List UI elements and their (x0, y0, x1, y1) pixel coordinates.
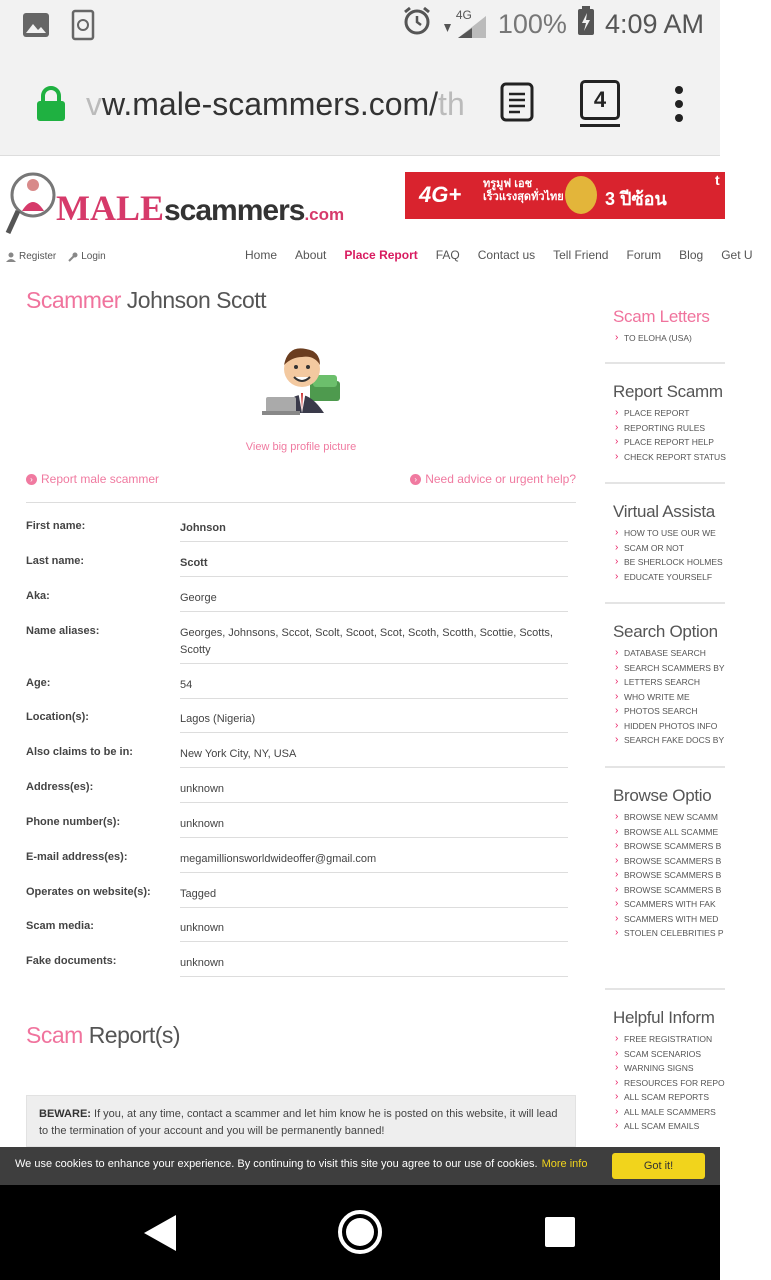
battery-percent: 100% (497, 9, 567, 39)
home-icon[interactable] (337, 1209, 383, 1260)
recent-apps-icon[interactable] (545, 1217, 575, 1252)
sidebar-link[interactable]: › TO ELOHA (USA) (615, 331, 725, 346)
sidebar-heading: Search Option (613, 622, 718, 641)
signal-icon (442, 7, 488, 40)
view-big-picture-link[interactable]: View big profile picture (245, 441, 357, 453)
award-medal-icon (565, 176, 597, 214)
cookie-accept-button[interactable]: Got it! (612, 1153, 705, 1179)
field-value: unknown (180, 955, 568, 977)
scam-reports-heading: Scam Report(s) (26, 1022, 181, 1048)
field-row (26, 920, 576, 955)
top-navigation (0, 243, 753, 273)
menu-tell-friend[interactable]: Tell Friend (553, 248, 609, 262)
field-label: Location(s): (26, 711, 89, 723)
logo-male-text: MALE (56, 188, 164, 228)
sidebar-heading: Helpful Inform (613, 1008, 715, 1027)
field-value: Scott (180, 555, 568, 577)
clock: 4:09 AM (604, 9, 704, 39)
logo-scammers-text: scammers (164, 194, 305, 227)
field-value: Lagos (Nigeria) (180, 711, 568, 733)
alarm-icon (402, 6, 432, 43)
overflow-menu-icon[interactable] (674, 86, 684, 127)
field-row (26, 746, 576, 781)
field-value: unknown (180, 781, 568, 803)
field-label: Age: (26, 677, 51, 689)
sidebar-link[interactable]: › RESOURCES FOR REPO (615, 1076, 725, 1091)
sidebar-link[interactable]: › HOW TO USE OUR WE (615, 526, 725, 541)
sidebar-link[interactable]: › STOLEN CELEBRITIES P (615, 926, 725, 941)
field-row (26, 886, 576, 920)
register-link[interactable]: Register (6, 251, 56, 262)
field-value: megamillionsworldwideoffer@gmail.com (180, 851, 568, 873)
sidebar-search-options (605, 604, 725, 768)
field-row (26, 590, 576, 625)
field-label: Aka: (26, 590, 50, 602)
menu-forum[interactable]: Forum (626, 248, 662, 262)
lock-icon (36, 86, 66, 127)
login-link[interactable]: Login (68, 251, 105, 262)
sidebar-link[interactable]: › SEARCH SCAMMERS BY (615, 661, 725, 676)
page-title: Scammer Johnson Scott (26, 287, 267, 313)
menu-place-report[interactable]: Place Report (344, 248, 418, 262)
field-row (26, 781, 576, 816)
sidebar-link[interactable]: › WARNING SIGNS (615, 1061, 725, 1076)
field-label: Last name: (26, 555, 85, 567)
field-value: unknown (180, 920, 568, 942)
cookie-more-info-link[interactable]: More info (541, 1158, 588, 1170)
tab-switcher-button[interactable]: 4 (580, 80, 620, 120)
sidebar-link[interactable]: › SCAMMERS WITH FAK (615, 897, 725, 912)
sidebar-link[interactable]: › BROWSE ALL SCAMME (615, 825, 725, 840)
menu-faq[interactable]: FAQ (435, 248, 460, 262)
sidebar-link[interactable]: › SCAM SCENARIOS (615, 1047, 725, 1062)
sidebar-link[interactable]: › HIDDEN PHOTOS INFO (615, 719, 725, 734)
field-value: Johnson (180, 520, 568, 542)
field-label: First name: (26, 520, 86, 532)
sidebar-link[interactable]: › SCAM OR NOT (615, 541, 725, 556)
field-value: Tagged (180, 886, 568, 908)
main-content (26, 287, 576, 1137)
field-label: Scam media: (26, 920, 94, 932)
sync-notification-icon (72, 10, 94, 45)
sidebar (605, 307, 725, 1134)
sidebar-link[interactable]: › PLACE REPORT HELP (615, 435, 725, 450)
menu-home[interactable]: Home (245, 248, 278, 262)
field-label: Phone number(s): (26, 816, 121, 828)
sidebar-link[interactable]: › PLACE REPORT (615, 406, 725, 421)
advertisement-banner[interactable] (405, 172, 725, 219)
cookie-message: We use cookies to enhance your experience. By continuing to visit this site you agree to our use of cookies. (15, 1158, 538, 1170)
sidebar-link[interactable]: › BROWSE NEW SCAMM (615, 810, 725, 825)
field-label: E-mail address(es): (26, 851, 128, 863)
ad-tail: t (715, 172, 720, 188)
android-navigation-bar (0, 1185, 720, 1280)
user-icon (6, 252, 16, 262)
sidebar-link[interactable]: › BROWSE SCAMMERS B (615, 868, 725, 883)
sidebar-link[interactable]: › BROWSE SCAMMERS B (615, 839, 725, 854)
field-value: unknown (180, 816, 568, 838)
field-label: Fake documents: (26, 955, 117, 967)
divider (26, 502, 576, 503)
profile-details (26, 520, 576, 990)
sidebar-heading: Report Scamm (613, 382, 723, 401)
main-menu (245, 248, 771, 262)
sidebar-helpful-info (605, 990, 725, 1134)
sidebar-heading: Browse Optio (613, 786, 712, 805)
cookie-banner (0, 1147, 720, 1185)
sidebar-link[interactable]: › ALL SCAM EMAILS (615, 1119, 725, 1134)
sidebar-link[interactable]: › BE SHERLOCK HOLMES (615, 555, 725, 570)
sidebar-link[interactable]: › BROWSE SCAMMERS B (615, 854, 725, 869)
url-field[interactable]: vw.male-scammers.com/th (86, 86, 465, 122)
field-value: George (180, 590, 568, 612)
browser-toolbar (0, 52, 720, 156)
field-label: Name aliases: (26, 625, 100, 637)
sidebar-virtual-assistant (605, 484, 725, 604)
report-male-scammer-link[interactable]: › Report male scammer (26, 472, 159, 486)
sidebar-link[interactable]: › ALL SCAM REPORTS (615, 1090, 725, 1105)
menu-about[interactable]: About (295, 248, 327, 262)
battery-charging-icon (577, 6, 595, 43)
field-row (26, 555, 576, 590)
sidebar-link[interactable]: › LETTERS SEARCH (615, 675, 725, 690)
field-row (26, 711, 576, 746)
ad-years: 3 ปีซ้อน (605, 189, 667, 209)
ad-brand: 4G+ (419, 182, 462, 207)
network-type-label: 4G (455, 7, 472, 22)
need-advice-link[interactable]: › Need advice or urgent help? (410, 472, 576, 486)
sidebar-link[interactable]: › BROWSE SCAMMERS B (615, 883, 725, 898)
field-value: 54 (180, 677, 568, 699)
reader-mode-icon[interactable] (500, 82, 534, 127)
web-page (0, 157, 753, 1147)
arrow-circle-icon: › (410, 474, 421, 485)
sidebar-link[interactable]: › WHO WRITE ME (615, 690, 725, 705)
sidebar-scam-letters (605, 307, 725, 364)
sidebar-link[interactable]: › PHOTOS SEARCH (615, 704, 725, 719)
menu-contact[interactable]: Contact us (477, 248, 536, 262)
field-value: Georges, Johnsons, Sccot, Scolt, Scoot, Scot, Scoth, Scotth, Scottie, Scotts, Scotty (180, 625, 568, 664)
sidebar-heading: Scam Letters (613, 307, 710, 326)
beware-notice: BEWARE: If you, at any time, contact a scammer and let him know he is posted on this website, it will lead to the termination of your account and you will be permanently banned! (26, 1095, 576, 1147)
back-icon[interactable] (142, 1213, 178, 1258)
tab-switcher-underline (580, 124, 620, 127)
sidebar-browse-options (605, 768, 725, 990)
field-row (26, 677, 576, 711)
sidebar-link[interactable]: › FREE REGISTRATION (615, 1032, 725, 1047)
field-row (26, 955, 576, 990)
field-value: New York City, NY, USA (180, 746, 568, 768)
arrow-circle-icon: › (26, 474, 37, 485)
field-row (26, 851, 576, 886)
menu-blog[interactable]: Blog (679, 248, 704, 262)
status-bar (0, 0, 720, 52)
sidebar-report-scammer (605, 364, 725, 484)
menu-get[interactable]: Get U (721, 248, 753, 262)
sidebar-link[interactable]: › EDUCATE YOURSELF (615, 570, 725, 585)
field-row (26, 520, 576, 555)
sidebar-link[interactable]: › CHECK REPORT STATUS (615, 450, 725, 465)
sidebar-link[interactable]: › DATABASE SEARCH (615, 646, 725, 661)
profile-picture[interactable] (258, 335, 348, 420)
key-icon (68, 252, 78, 262)
field-label: Address(es): (26, 781, 94, 793)
ad-tagline: ทรูมูฟ เอช เร็วแรงสุดทั่วไทย (483, 178, 564, 203)
sidebar-link[interactable]: › ALL MALE SCAMMERS (615, 1105, 725, 1120)
field-label: Operates on website(s): (26, 886, 151, 898)
field-row (26, 625, 576, 677)
gallery-notification-icon (22, 12, 50, 43)
sidebar-link[interactable]: › REPORTING RULES (615, 421, 725, 436)
sidebar-heading: Virtual Assista (613, 502, 715, 521)
field-row (26, 816, 576, 851)
logo-com-text: .com (304, 205, 345, 224)
field-label: Also claims to be in: (26, 746, 133, 758)
sidebar-link[interactable]: › SEARCH FAKE DOCS BY (615, 733, 725, 748)
site-logo[interactable] (6, 171, 345, 241)
sidebar-link[interactable]: › SCAMMERS WITH MED (615, 912, 725, 927)
